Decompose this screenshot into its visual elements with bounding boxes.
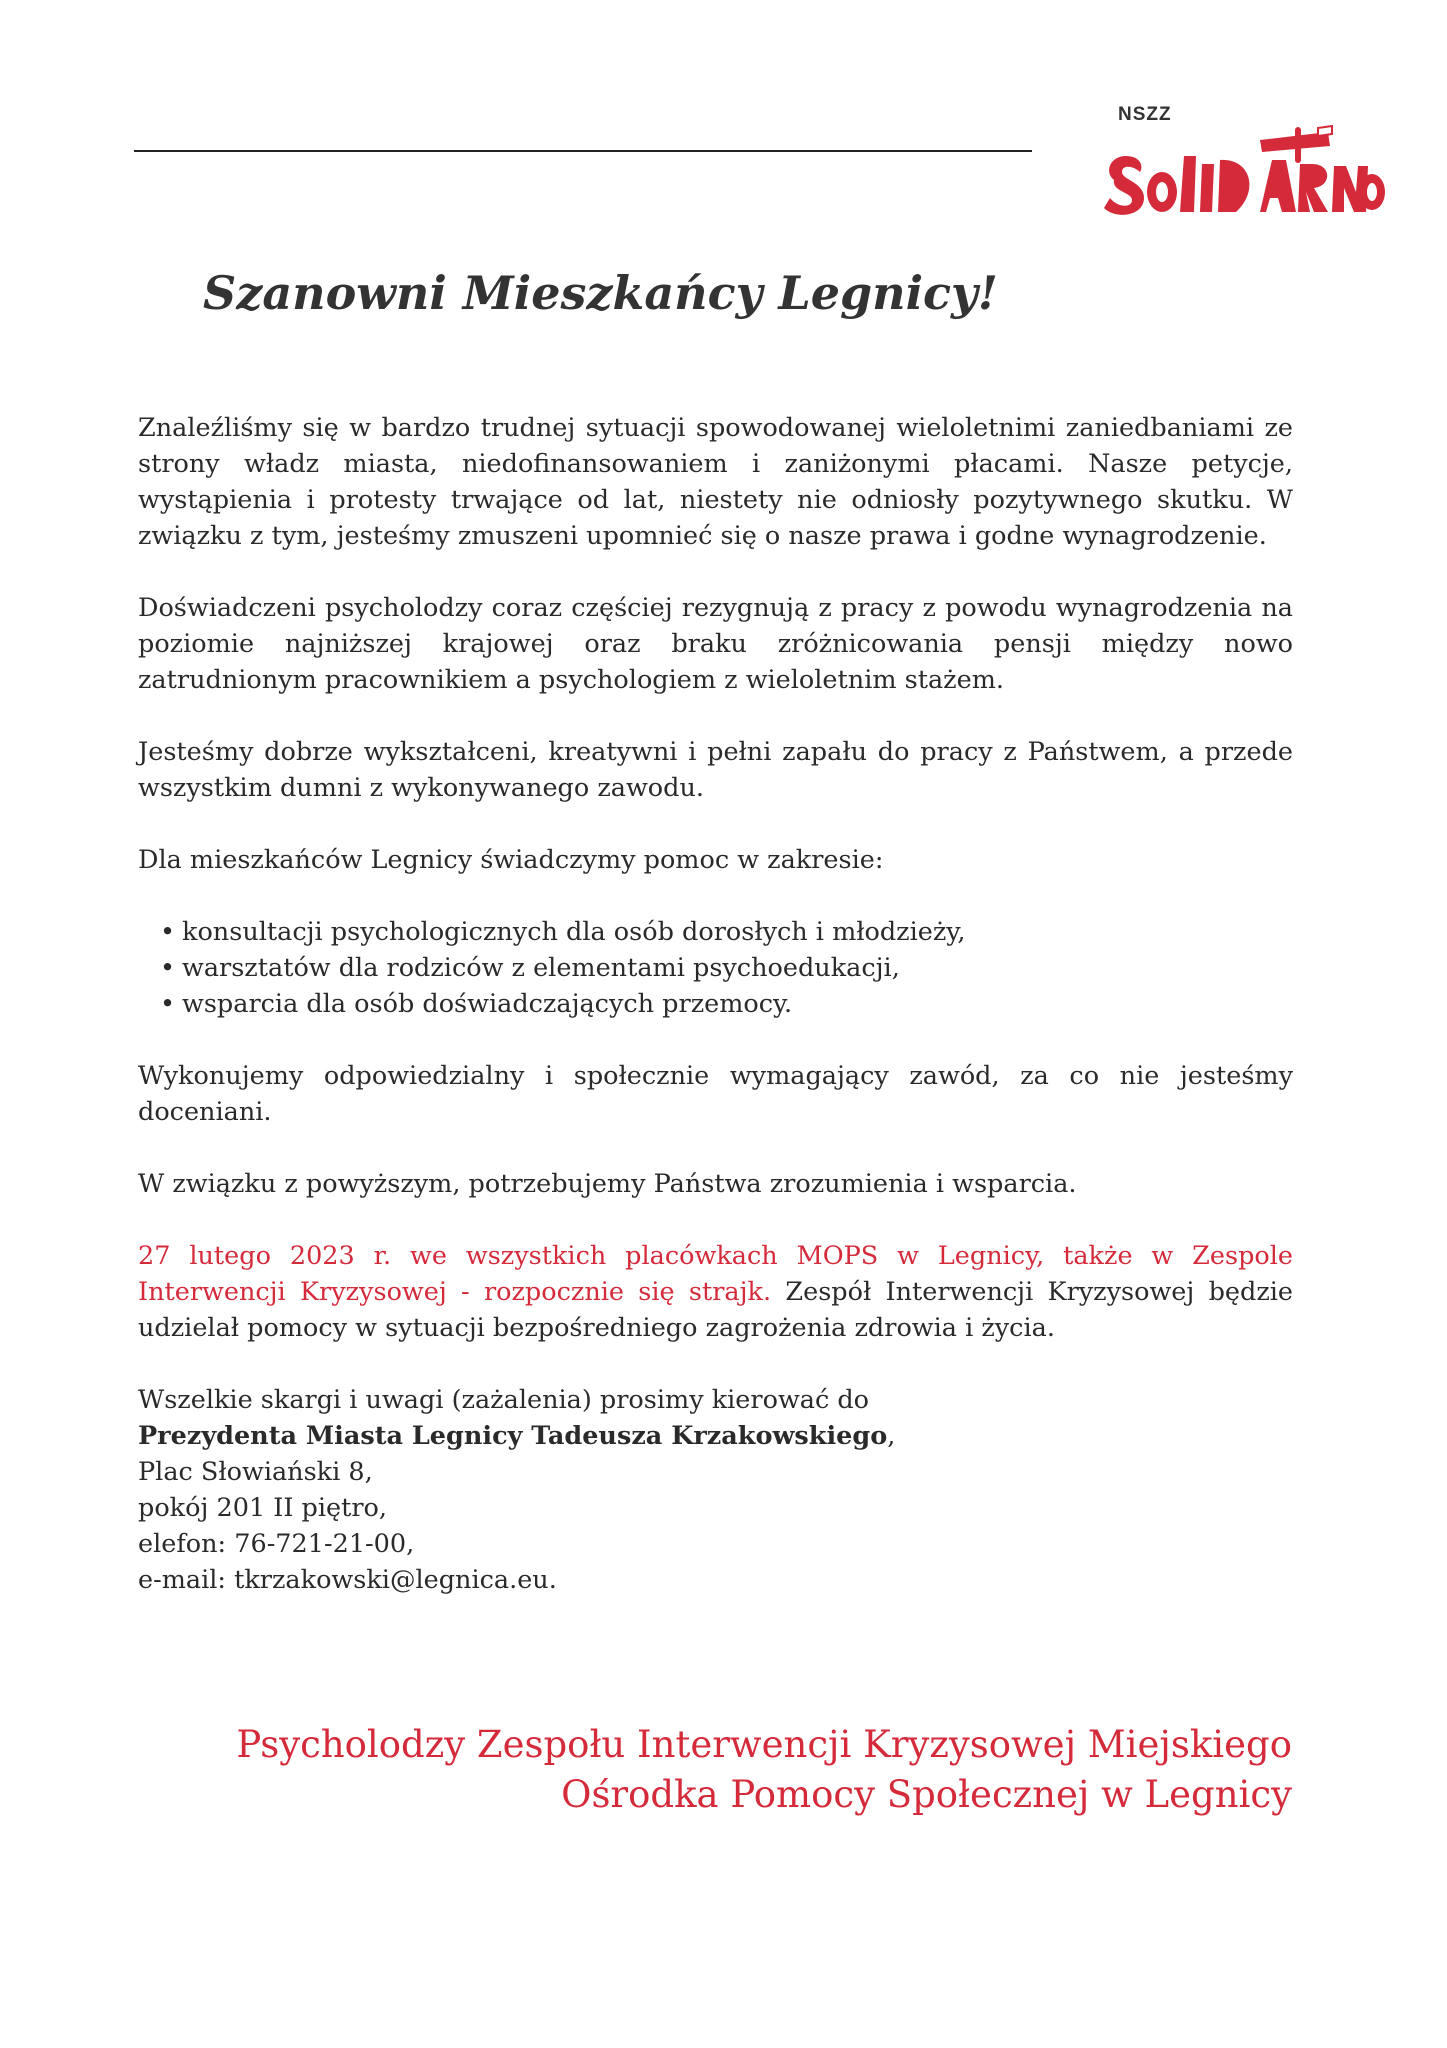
contact-intro: Wszelkie skargi i uwagi (zażalenia) prosimy kierować do — [138, 1385, 870, 1415]
paragraph-support: W związku z powyższym, potrzebujemy Państwa zrozumienia i wsparcia. — [138, 1169, 1077, 1199]
list-item: • wsparcia dla osób doświadczających przemocy. — [160, 986, 1293, 1022]
contact-room: pokój 201 II piętro, — [138, 1493, 387, 1523]
solidarnosc-logo — [1100, 104, 1390, 226]
paragraph-profession: Wykonujemy odpowiedzialny i społecznie wymagający zawód, za co nie jesteśmy doceniani. — [138, 1061, 1293, 1127]
contact-recipient-line — [138, 1418, 1293, 1454]
signature — [236, 1720, 1292, 1820]
list-item: • warsztatów dla rodziców z elementami psychoedukacji, — [160, 950, 1293, 986]
signature-line-1: Psycholodzy Zespołu Interwencji Kryzysowej Miejskiego — [236, 1723, 1292, 1766]
strike-announcement: 27 lutego 2023 r. we wszystkich placówkach MOPS w Legnicy, także w Zespole Interwencji Kryzysowej - rozpocznie się strajk. — [138, 1241, 1293, 1307]
signature-line-2: Ośrodka Pomocy Społecznej w Legnicy — [561, 1773, 1292, 1816]
contact-email: e-mail: tkrzakowski@legnica.eu. — [138, 1565, 557, 1595]
paragraph-education: Jesteśmy dobrze wykształceni, kreatywni i pełni zapału do pracy z Państwem, a przede wszystkim dumni z wykonywanego zawodu. — [138, 737, 1293, 803]
header-rule — [134, 150, 1032, 152]
contact-recipient-suffix: , — [887, 1421, 896, 1451]
solidarnosc-wordmark-icon — [1100, 120, 1390, 230]
logo-nszz-text: NSZZ — [1118, 104, 1172, 125]
letter-body — [138, 410, 1293, 1598]
paragraph-strike — [138, 1238, 1293, 1346]
list-item: • konsultacji psychologicznych dla osób dorosłych i młodzieży, — [160, 914, 1293, 950]
page-title: Szanowni Mieszkańcy Legnicy! — [203, 266, 998, 320]
contact-phone: elefon: 76-721-21-00, — [138, 1529, 415, 1559]
paragraph-situation: Znaleźliśmy się w bardzo trudnej sytuacji spowodowanej wieloletnimi zaniedbaniami ze strony władz miasta, niedofinansowaniem i zaniżonymi płacami. Nasze petycje, wystąpienia i protesty trwające od lat, niestety nie odniosły pozytywnego skutku. W związku z tym, jesteśmy zmuszeni upomnieć się o nasze prawa i godne wynagrodzenie. — [138, 413, 1293, 551]
paragraph-services-intro: Dla mieszkańców Legnicy świadczymy pomoc w zakresie: — [138, 845, 884, 875]
contact-recipient: Prezydenta Miasta Legnicy Tadeusza Krzakowskiego — [138, 1421, 888, 1451]
strike-details: Zespół Interwencji Kryzysowej będzie udzielał pomocy w sytuacji bezpośredniego zagrożenia zdrowia i życia. — [138, 1277, 1293, 1343]
contact-address: Plac Słowiański 8, — [138, 1457, 373, 1487]
paragraph-psychologists: Doświadczeni psycholodzy coraz częściej rezygnują z pracy z powodu wynagrodzenia na poziomie najniższej krajowej oraz braku zróżnicowania pensji między nowo zatrudnionym pracownikiem a psychologiem z wieloletnim stażem. — [138, 593, 1293, 695]
services-list — [138, 914, 1293, 1022]
contact-block — [138, 1382, 1293, 1598]
